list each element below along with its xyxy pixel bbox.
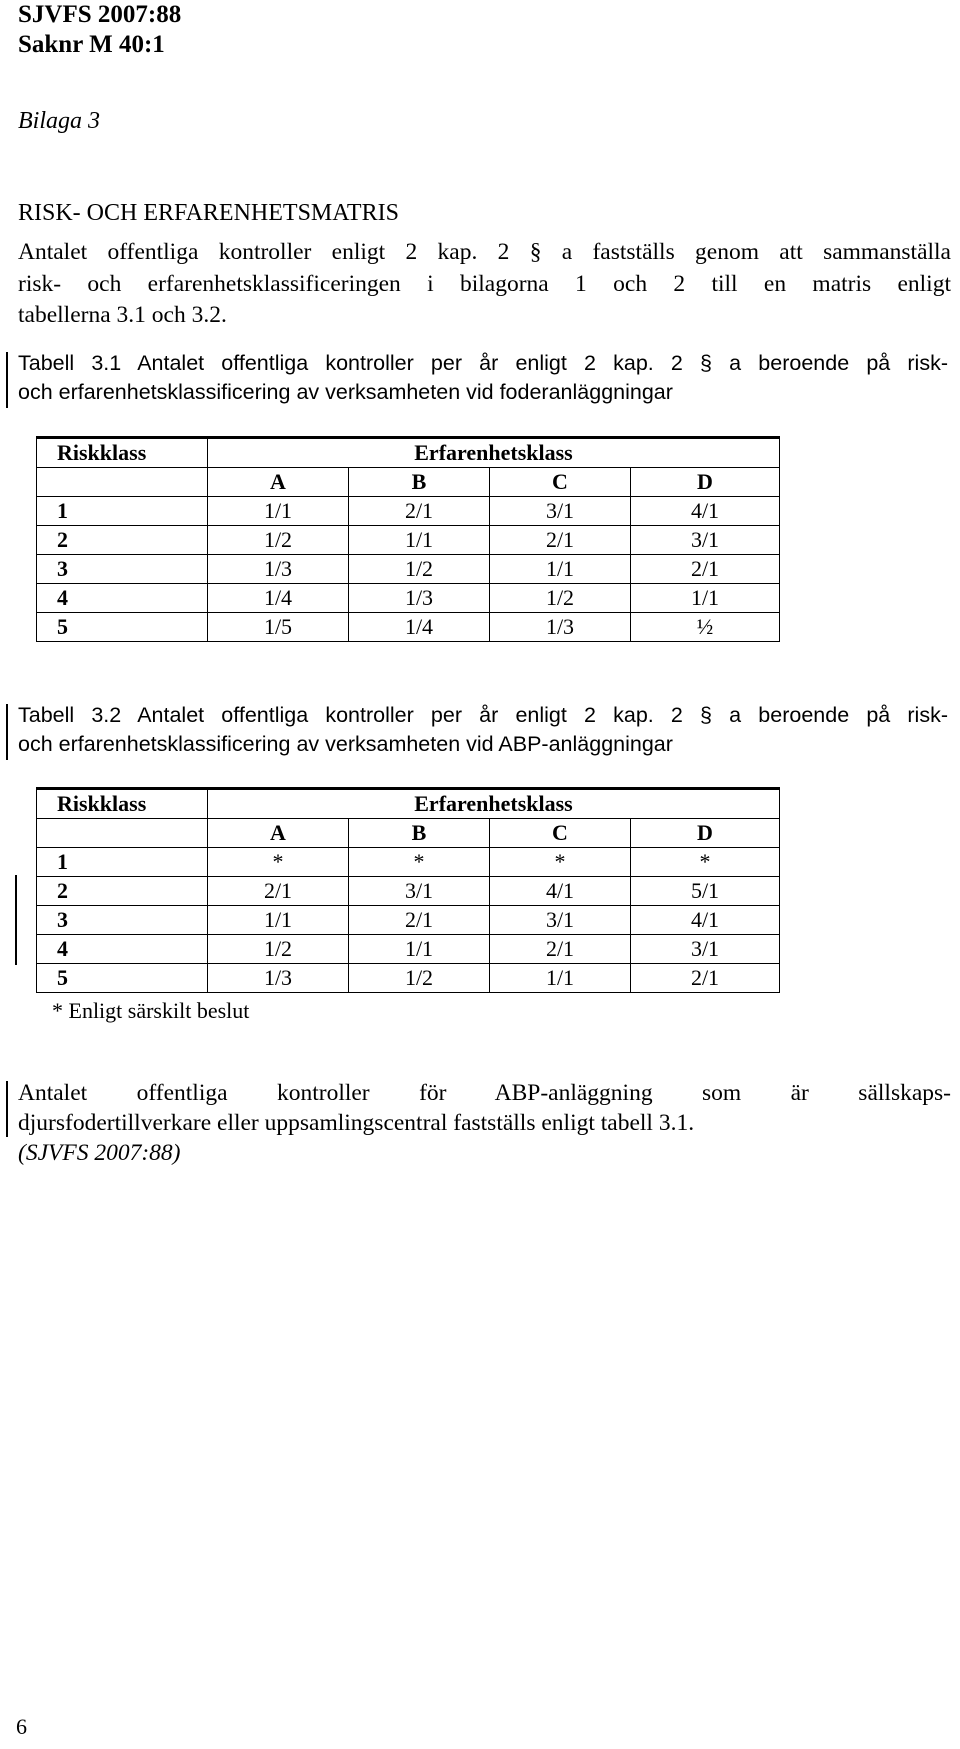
final-line: Antalet offentliga kontroller för ABP-anläggning som är sällskaps- <box>18 1080 951 1106</box>
value-cell: 2/1 <box>208 877 349 906</box>
risk-class-cell: 3 <box>37 906 208 935</box>
value-cell: 1/1 <box>208 906 349 935</box>
value-cell: 3/1 <box>631 526 780 555</box>
change-bar <box>6 1081 8 1137</box>
section-title: RISK- OCH ERFARENHETSMATRIS <box>18 200 399 226</box>
column-header: A <box>208 819 349 848</box>
citation: (SJVFS 2007:88) <box>18 1140 181 1166</box>
column-header: D <box>631 819 780 848</box>
column-header: A <box>208 468 349 497</box>
value-cell: 2/1 <box>631 964 780 993</box>
risk-class-cell: 5 <box>37 964 208 993</box>
value-cell: 4/1 <box>631 906 780 935</box>
value-cell: 1/1 <box>349 526 490 555</box>
column-header: D <box>631 468 780 497</box>
value-cell: 3/1 <box>349 877 490 906</box>
caption-line: Tabell 3.1 Antalet offentliga kontroller per år enligt 2 kap. 2 § a beroende på risk- <box>18 351 948 375</box>
riskklass-header: Riskklass <box>37 789 208 819</box>
risk-class-cell: 5 <box>37 613 208 642</box>
value-cell: 1/3 <box>349 584 490 613</box>
table-row <box>37 848 780 877</box>
value-cell: 3/1 <box>631 935 780 964</box>
value-cell: * <box>349 848 490 877</box>
table-row <box>37 613 780 642</box>
document-saknr: Saknr M 40:1 <box>18 31 165 58</box>
table-row <box>37 497 780 526</box>
intro-line: Antalet offentliga kontroller enligt 2 kap. 2 § a fastställs genom att sammanställa <box>18 239 951 265</box>
value-cell: 1/1 <box>208 497 349 526</box>
caption-line: och erfarenhetsklassificering av verksamheten vid foderanläggningar <box>18 380 673 404</box>
table2-caption <box>18 701 948 759</box>
table-row <box>37 526 780 555</box>
table2-footnote: * Enligt särskilt beslut <box>52 998 250 1023</box>
value-cell: 1/2 <box>208 526 349 555</box>
value-cell: 2/1 <box>490 526 631 555</box>
value-cell: 2/1 <box>631 555 780 584</box>
erfarenhetsklass-header: Erfarenhetsklass <box>208 438 780 468</box>
value-cell: 1/1 <box>490 964 631 993</box>
value-cell: 1/2 <box>208 935 349 964</box>
value-cell: 1/3 <box>208 964 349 993</box>
value-cell: 1/2 <box>349 555 490 584</box>
final-paragraph <box>18 1078 951 1168</box>
value-cell: 1/1 <box>490 555 631 584</box>
column-header: C <box>490 819 631 848</box>
value-cell: 4/1 <box>490 877 631 906</box>
riskklass-header: Riskklass <box>37 438 208 468</box>
value-cell: 2/1 <box>349 906 490 935</box>
value-cell: ½ <box>631 613 780 642</box>
risk-class-cell: 4 <box>37 584 208 613</box>
document-code: SJVFS 2007:88 <box>18 1 182 28</box>
value-cell: 1/5 <box>208 613 349 642</box>
table-row <box>37 935 780 964</box>
risk-class-cell: 2 <box>37 526 208 555</box>
table-3-2 <box>36 787 780 993</box>
column-header: B <box>349 819 490 848</box>
caption-line: Tabell 3.2 Antalet offentliga kontroller per år enligt 2 kap. 2 § a beroende på risk- <box>18 703 948 727</box>
value-cell: 3/1 <box>490 497 631 526</box>
table-3-1 <box>36 436 780 642</box>
value-cell: 1/4 <box>349 613 490 642</box>
value-cell: 1/2 <box>490 584 631 613</box>
value-cell: 1/2 <box>349 964 490 993</box>
risk-class-cell: 1 <box>37 848 208 877</box>
intro-line: risk- och erfarenhetsklassificeringen i bilagorna 1 och 2 till en matris enligt <box>18 270 951 297</box>
value-cell: * <box>490 848 631 877</box>
risk-class-cell: 1 <box>37 497 208 526</box>
value-cell: 2/1 <box>349 497 490 526</box>
value-cell: 1/3 <box>208 555 349 584</box>
table-row <box>37 584 780 613</box>
empty-cell <box>37 468 208 497</box>
table1-caption <box>18 349 948 407</box>
empty-cell <box>37 819 208 848</box>
change-bar <box>6 352 8 408</box>
value-cell: 5/1 <box>631 877 780 906</box>
column-header: B <box>349 468 490 497</box>
page-number: 6 <box>16 1714 27 1739</box>
risk-class-cell: 3 <box>37 555 208 584</box>
change-bar <box>6 704 8 760</box>
appendix-label: Bilaga 3 <box>18 108 100 134</box>
risk-class-cell: 2 <box>37 877 208 906</box>
table-row <box>37 877 780 906</box>
final-line: djursfodertillverkare eller uppsamlingscentral fastställs enligt tabell 3.1. <box>18 1110 695 1136</box>
caption-line: och erfarenhetsklassificering av verksamheten vid ABP-anläggningar <box>18 732 673 756</box>
value-cell: 3/1 <box>490 906 631 935</box>
erfarenhetsklass-header: Erfarenhetsklass <box>208 789 780 819</box>
value-cell: 1/4 <box>208 584 349 613</box>
table-row <box>37 964 780 993</box>
intro-paragraph <box>18 237 951 332</box>
change-bar <box>15 875 17 965</box>
value-cell: 4/1 <box>631 497 780 526</box>
column-header: C <box>490 468 631 497</box>
table-row <box>37 555 780 584</box>
value-cell: 1/3 <box>490 613 631 642</box>
value-cell: * <box>631 848 780 877</box>
value-cell: 1/1 <box>349 935 490 964</box>
risk-class-cell: 4 <box>37 935 208 964</box>
table-row <box>37 906 780 935</box>
value-cell: 1/1 <box>631 584 780 613</box>
value-cell: * <box>208 848 349 877</box>
intro-line: tabellerna 3.1 och 3.2. <box>18 302 227 328</box>
value-cell: 2/1 <box>490 935 631 964</box>
